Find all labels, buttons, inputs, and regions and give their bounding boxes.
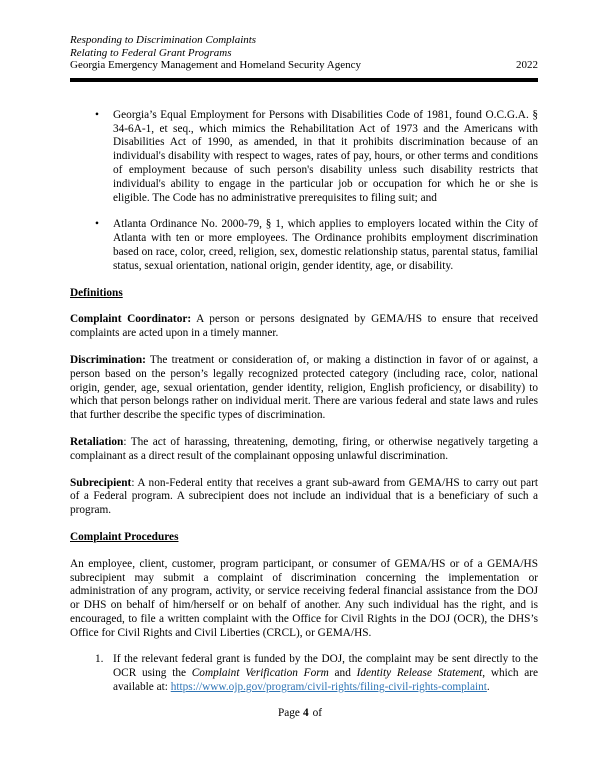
page-footer — [0, 707, 600, 721]
bullet-text-georgia-code: Georgia’s Equal Employment for Persons with Disabilities Code of 1981, found O.C.G.A. § 34-6A-1, et seq., which mimics the Rehabilitation Act of 1973 and the Americans with Disabilities Act of 1990, as amended, in that it prohibits discrimination because of an individual's disability with respect to wages, rates of pay, hours, or other terms and conditions of employment because of such person's disability unless such disability restricts that individual's ability to engage in the particular job or occupation for which he or she is eligible. The Code has no administrative prerequisites to filing suit; and — [113, 108, 538, 204]
definition-retaliation — [70, 436, 538, 464]
definition-discrimination — [70, 354, 538, 423]
definition-subrecipient — [70, 477, 538, 518]
complaint-procedures-heading: Complaint Procedures — [70, 530, 179, 543]
list-item — [70, 218, 538, 273]
definition-text: : The act of harassing, threatening, demoting, firing, or otherwise negatively targeting a complainant as a direct result of the complainant opposing unlawful discrimination. — [70, 435, 538, 462]
numbered-item-text: . — [486, 681, 490, 694]
bullet-icon: • — [95, 218, 99, 231]
header-title-line2: Relating to Federal Grant Programs — [70, 46, 232, 59]
page-header — [70, 34, 538, 82]
numbered-item-text: If the relevant federal grant is funded by the DOJ, the complaint may be sent directly to the OCR using the — [113, 653, 538, 680]
definitions-heading: Definitions — [70, 286, 123, 299]
civil-rights-complaint-link[interactable]: https://www.ojp.gov/program/civil-rights/filing-civil-rights-complaint — [170, 681, 487, 694]
definition-text: The treatment or consideration of, or making a distinction in favor of or against, a person based on the person’s legally recognized protected category (including race, color, national origin, gender, age, sexual orientation, gender identity, religion, English proficiency, or disability) to which that person belongs rather on individual merit. There are various federal and state laws and rules that further describe the specific types of discrimination. — [70, 353, 538, 422]
list-item — [70, 109, 538, 206]
header-agency: Georgia Emergency Management and Homeland Security Agency — [70, 59, 362, 72]
footer-of-label: of — [312, 707, 323, 719]
footer-page-number: 4 — [302, 707, 309, 719]
header-title-line1: Responding to Discrimination Complaints — [70, 34, 257, 46]
definition-complaint-coordinator — [70, 313, 538, 341]
header-agency-row — [70, 59, 538, 72]
footer-page-label: Page — [277, 707, 300, 719]
procedures-intro-paragraph: An employee, client, customer, program participant, or consumer of GEMA/HS or of a GEMA/HS subrecipient may submit a complaint of discrimination concerning the implementation or administration of any program, activity, or service receiving federal financial assistance from the DOJ or DHS on behalf of him/herself or on behalf of another. Any such individual has the right, and is encouraged, to file a written complaint with the Office for Civil Rights in the DOJ (OCR), the DHS’s Office for Civil Rights and Civil Liberties (CRCL), or GEMA/HS. — [70, 557, 538, 639]
italic-identity-release-statement: Identity Release Statement — [356, 667, 483, 680]
bullet-text-atlanta-ordinance: Atlanta Ordinance No. 2000-79, § 1, which applies to employers located within the City of Atlanta with ten or more employees. The Ordinance prohibits employment discrimination based on race, color, creed, religion, sex, domestic relationship status, parental status, familial status, sexual orientation, national origin, gender identity, age, or disability. — [113, 218, 538, 272]
header-year: 2022 — [516, 59, 538, 72]
definition-term: Subrecipient — [70, 476, 132, 489]
definition-term: Discrimination: — [70, 353, 146, 366]
list-number: 1. — [95, 653, 104, 666]
bullet-icon: • — [95, 108, 99, 121]
numbered-item-text: , which are available at: — [113, 667, 539, 694]
bullet-list — [70, 109, 538, 274]
numbered-item-1 — [70, 653, 538, 694]
definition-text: A person or persons designated by GEMA/HS to ensure that received complaints are acted upon in a timely manner. — [70, 313, 538, 340]
italic-complaint-verification-form: Complaint Verification Form — [191, 667, 329, 680]
definition-term: Complaint Coordinator: — [70, 313, 192, 326]
definition-text: : A non-Federal entity that receives a grant sub-award from GEMA/HS to carry out part of a Federal program. A subrecipient does not include an individual that is a beneficiary of such a program. — [70, 476, 538, 517]
numbered-item-text: and — [328, 667, 357, 680]
header-rule — [70, 78, 538, 82]
definition-term: Retaliation — [70, 435, 124, 448]
